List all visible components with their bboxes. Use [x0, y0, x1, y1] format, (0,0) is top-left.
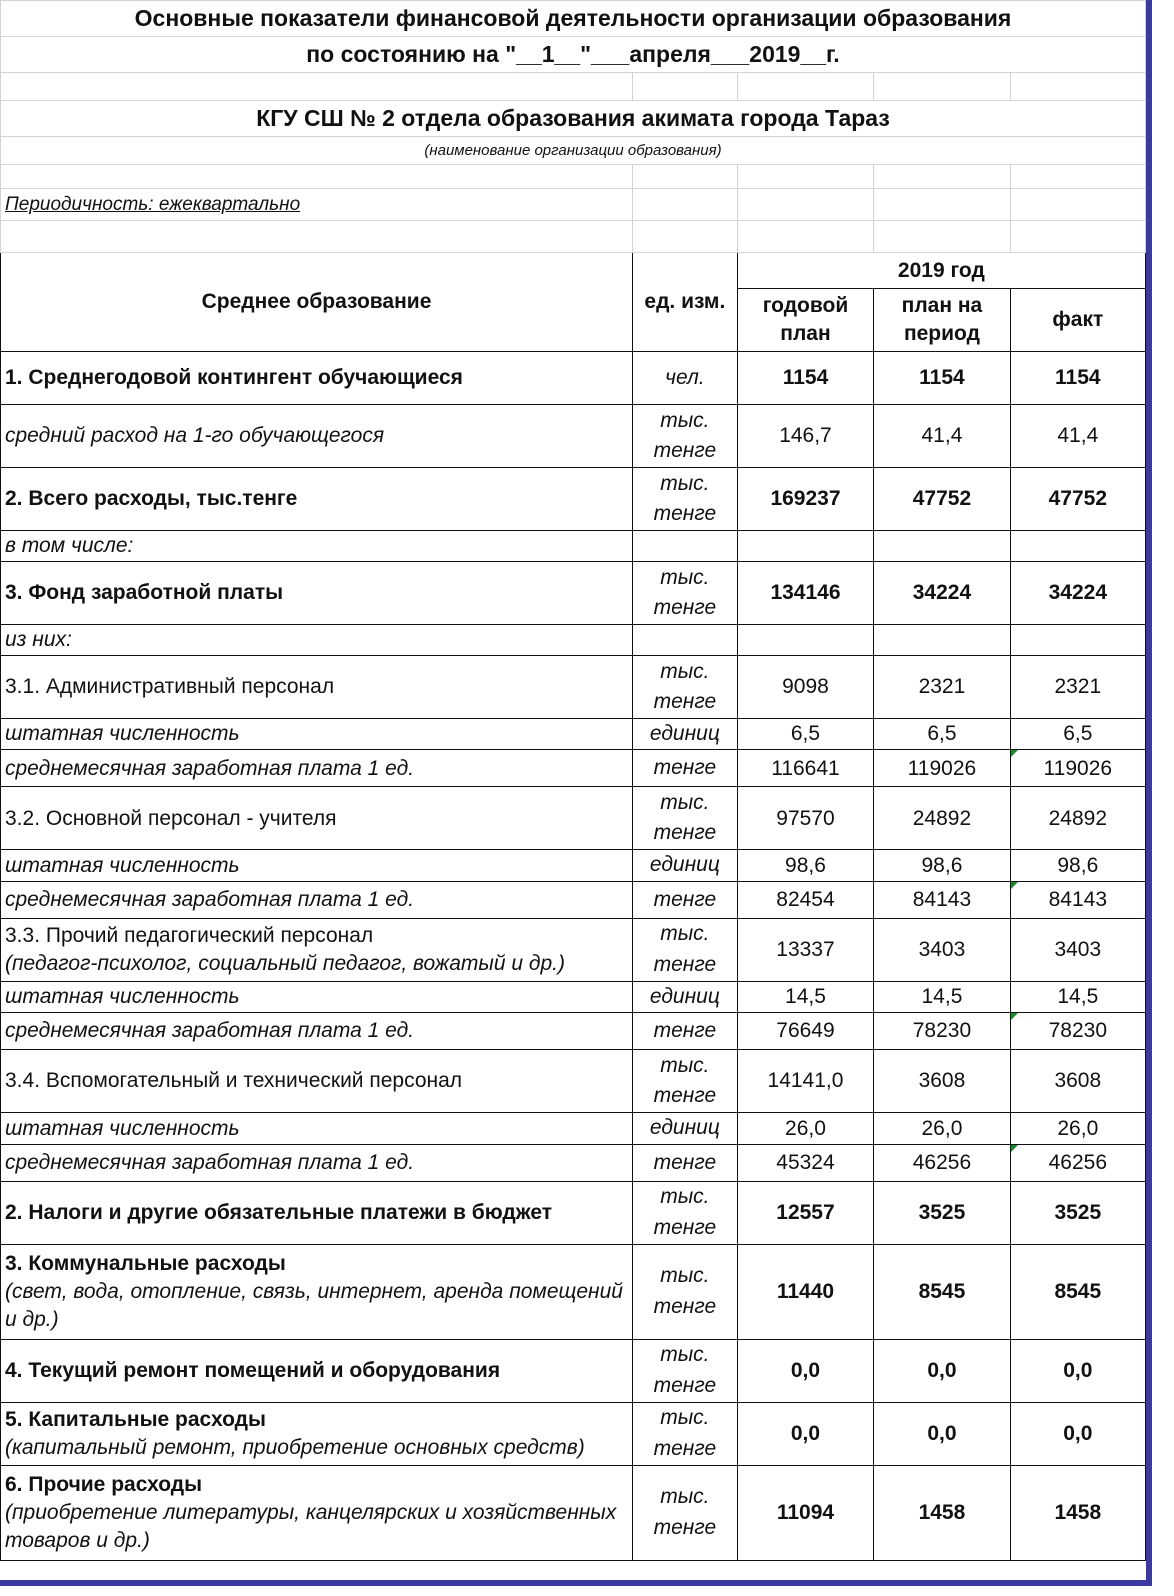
row-period: 3403 — [874, 918, 1010, 981]
header-annual-plan: годовой план — [737, 289, 874, 352]
row-fact: 98,6 — [1010, 850, 1145, 881]
row-unit: тыс. тенге — [633, 1181, 738, 1244]
row-annual: 6,5 — [737, 719, 874, 750]
row-period: 78230 — [874, 1013, 1010, 1050]
row-note: (свет, вода, отопление, связь, интернет, аренда помещений и др.) — [5, 1279, 623, 1331]
table-row — [1, 719, 1146, 750]
row-label-cell — [1, 1402, 633, 1465]
row-annual: 14141,0 — [737, 1050, 874, 1113]
row-label: из них: — [1, 625, 633, 656]
header-fact: факт — [1010, 289, 1145, 352]
report-title-line2: по состоянию на "__1__"___апреля___2019__г. — [1, 37, 1146, 73]
row-period: 3608 — [874, 1050, 1010, 1113]
row-period: 119026 — [874, 750, 1010, 787]
row-period: 14,5 — [874, 981, 1010, 1012]
table-row — [1, 1339, 1146, 1402]
row-note: (приобретение литературы, канцелярских и хозяйственных товаров и др.) — [5, 1500, 617, 1552]
row-unit: тыс. тенге — [633, 468, 738, 531]
row-fact: 47752 — [1010, 468, 1145, 531]
row-fact: 34224 — [1010, 562, 1145, 625]
row-annual: 0,0 — [737, 1402, 874, 1465]
row-label: штатная численность — [1, 1113, 633, 1144]
header-year: 2019 год — [737, 253, 1145, 289]
row-fact: 24892 — [1010, 787, 1145, 850]
row-annual: 12557 — [737, 1181, 874, 1244]
row-fact: 3403 — [1010, 918, 1145, 981]
row-label: штатная численность — [1, 850, 633, 881]
row-label-cell — [1, 918, 633, 981]
row-fact: 26,0 — [1010, 1113, 1145, 1144]
table-row — [1, 562, 1146, 625]
table-row — [1, 1013, 1146, 1050]
table-row — [1, 850, 1146, 881]
table-row — [1, 1402, 1146, 1465]
row-annual: 9098 — [737, 656, 874, 719]
row-unit: тыс. тенге — [633, 1339, 738, 1402]
row-fact: 1458 — [1010, 1465, 1145, 1560]
row-annual: 45324 — [737, 1144, 874, 1181]
row-unit: тенге — [633, 1013, 738, 1050]
row-fact: 119026 — [1010, 750, 1145, 787]
table-row — [1, 405, 1146, 468]
row-label: штатная численность — [1, 719, 633, 750]
row-label: 3.2. Основной персонал - учителя — [1, 787, 633, 850]
periodicity-label: Периодичность: ежеквартально — [5, 193, 301, 215]
row-annual: 26,0 — [737, 1113, 874, 1144]
row-fact: 1154 — [1010, 352, 1145, 405]
table-row — [1, 1113, 1146, 1144]
header-unit: ед. изм. — [633, 253, 738, 352]
row-annual: 11440 — [737, 1244, 874, 1339]
row-unit: тыс. тенге — [633, 787, 738, 850]
row-fact: 8545 — [1010, 1244, 1145, 1339]
row-label: 2. Налоги и другие обязательные платежи в бюджет — [1, 1181, 633, 1244]
row-fact: 3525 — [1010, 1181, 1145, 1244]
row-fact: 2321 — [1010, 656, 1145, 719]
row-label: 1. Среднегодовой контингент обучающиеся — [1, 352, 633, 405]
row-unit: тенге — [633, 1144, 738, 1181]
row-label: среднемесячная заработная плата 1 ед. — [1, 750, 633, 787]
row-unit: единиц — [633, 1113, 738, 1144]
table-row — [1, 1244, 1146, 1339]
row-annual: 134146 — [737, 562, 874, 625]
row-label: 6. Прочие расходы — [5, 1473, 203, 1497]
row-label-cell — [1, 1244, 633, 1339]
row-period: 24892 — [874, 787, 1010, 850]
row-unit: тыс. тенге — [633, 1050, 738, 1113]
row-period: 1154 — [874, 352, 1010, 405]
table-row — [1, 531, 1146, 562]
header-section: Среднее образование — [1, 253, 633, 352]
row-label: 3. Фонд заработной платы — [1, 562, 633, 625]
row-label: 4. Текущий ремонт помещений и оборудования — [1, 1339, 633, 1402]
row-period: 47752 — [874, 468, 1010, 531]
table-row — [1, 881, 1146, 918]
table-row — [1, 625, 1146, 656]
row-label: среднемесячная заработная плата 1 ед. — [1, 1013, 633, 1050]
row-label: средний расход на 1-го обучающегося — [1, 405, 633, 468]
row-period: 0,0 — [874, 1402, 1010, 1465]
row-unit: единиц — [633, 850, 738, 881]
row-label: 3.1. Административный персонал — [1, 656, 633, 719]
row-period: 41,4 — [874, 405, 1010, 468]
row-period: 1458 — [874, 1465, 1010, 1560]
row-period: 98,6 — [874, 850, 1010, 881]
row-note: (педагог-психолог, социальный педагог, вожатый и др.) — [5, 951, 565, 975]
table-row — [1, 656, 1146, 719]
row-annual: 14,5 — [737, 981, 874, 1012]
row-fact: 14,5 — [1010, 981, 1145, 1012]
row-annual: 97570 — [737, 787, 874, 850]
header-period-plan: план на период — [874, 289, 1010, 352]
row-fact: 3608 — [1010, 1050, 1145, 1113]
row-unit: тыс. тенге — [633, 656, 738, 719]
row-annual: 116641 — [737, 750, 874, 787]
table-row — [1, 918, 1146, 981]
row-label: штатная численность — [1, 981, 633, 1012]
row-unit: единиц — [633, 719, 738, 750]
row-period: 46256 — [874, 1144, 1010, 1181]
row-annual: 169237 — [737, 468, 874, 531]
table-row — [1, 468, 1146, 531]
row-period: 3525 — [874, 1181, 1010, 1244]
row-unit: тыс. тенге — [633, 562, 738, 625]
row-unit: тыс. тенге — [633, 1402, 738, 1465]
row-period: 84143 — [874, 881, 1010, 918]
table-row — [1, 981, 1146, 1012]
row-period: 34224 — [874, 562, 1010, 625]
row-label: среднемесячная заработная плата 1 ед. — [1, 881, 633, 918]
row-annual: 1154 — [737, 352, 874, 405]
row-annual: 146,7 — [737, 405, 874, 468]
row-label: 3.4. Вспомогательный и технический персонал — [1, 1050, 633, 1113]
table-row — [1, 787, 1146, 850]
row-annual: 98,6 — [737, 850, 874, 881]
organization-name: КГУ СШ № 2 отдела образования акимата города Тараз — [1, 101, 1146, 137]
row-fact: 41,4 — [1010, 405, 1145, 468]
row-label: среднемесячная заработная плата 1 ед. — [1, 1144, 633, 1181]
table-row — [1, 352, 1146, 405]
table-row — [1, 1144, 1146, 1181]
row-label: в том числе: — [1, 531, 633, 562]
row-period: 0,0 — [874, 1339, 1010, 1402]
row-label: 2. Всего расходы, тыс.тенге — [1, 468, 633, 531]
row-unit: тыс. тенге — [633, 405, 738, 468]
row-period: 2321 — [874, 656, 1010, 719]
row-annual: 76649 — [737, 1013, 874, 1050]
row-label: 3.3. Прочий педагогический персонал — [5, 924, 374, 948]
row-note: (капитальный ремонт, приобретение основных средств) — [5, 1435, 585, 1459]
table-row — [1, 1050, 1146, 1113]
row-unit: тенге — [633, 881, 738, 918]
row-label: 5. Капитальные расходы — [5, 1408, 266, 1432]
row-annual: 11094 — [737, 1465, 874, 1560]
row-period: 26,0 — [874, 1113, 1010, 1144]
row-fact: 0,0 — [1010, 1339, 1145, 1402]
table-row — [1, 1181, 1146, 1244]
row-unit: тыс. тенге — [633, 1465, 738, 1560]
row-fact: 6,5 — [1010, 719, 1145, 750]
table-row — [1, 1465, 1146, 1560]
table-row — [1, 750, 1146, 787]
row-label: 3. Коммунальные расходы — [5, 1252, 286, 1276]
row-fact: 78230 — [1010, 1013, 1145, 1050]
row-annual: 0,0 — [737, 1339, 874, 1402]
row-annual: 13337 — [737, 918, 874, 981]
row-unit: единиц — [633, 981, 738, 1012]
row-fact: 84143 — [1010, 881, 1145, 918]
row-fact: 46256 — [1010, 1144, 1145, 1181]
organization-caption: (наименование организации образования) — [1, 137, 1146, 165]
row-unit: тенге — [633, 750, 738, 787]
row-unit: тыс. тенге — [633, 1244, 738, 1339]
report-title-line1: Основные показатели финансовой деятельности организации образования — [1, 1, 1146, 37]
row-period: 8545 — [874, 1244, 1010, 1339]
row-unit: тыс. тенге — [633, 918, 738, 981]
row-annual: 82454 — [737, 881, 874, 918]
row-unit: чел. — [633, 352, 738, 405]
row-period: 6,5 — [874, 719, 1010, 750]
row-fact: 0,0 — [1010, 1402, 1145, 1465]
row-label-cell — [1, 1465, 633, 1560]
